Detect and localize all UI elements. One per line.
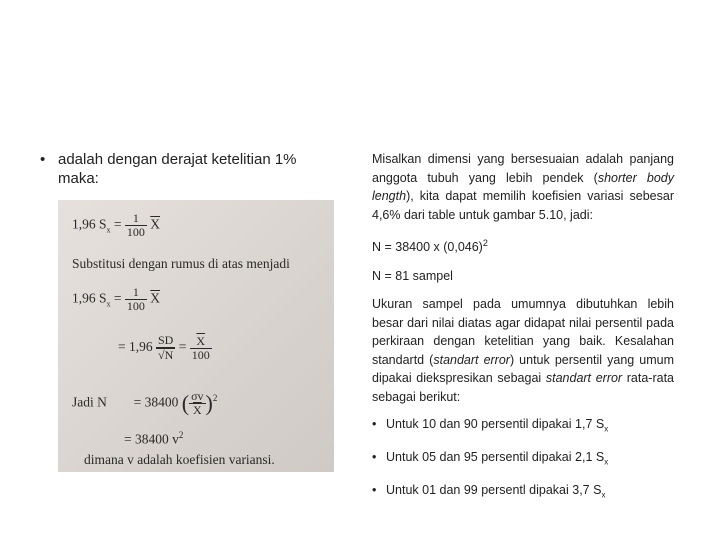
fraction: $\frac{\overline{X}}{100}$ [191, 333, 210, 362]
formula-line-1: N = 38400 x $(0,046)^2$ [372, 238, 488, 255]
fraction: $\frac{\sigma v}{X}$ [191, 389, 204, 417]
bullet-dot: • [372, 483, 377, 498]
bullet-dot: • [372, 417, 377, 432]
bullet-dot: • [40, 151, 46, 168]
right-column [372, 150, 674, 505]
left-bullet-text: adalah dengan derajat ketelitian 1% maka: [58, 151, 297, 187]
bullet-dot: • [372, 450, 377, 465]
fraction: $\frac{1}{100}$ [126, 285, 145, 313]
equation-1: 1,96 $S_x$ = $\frac{1}{100}$ $\overline{X}$ [72, 211, 161, 239]
formula-line-2: N = 81 sampel [372, 268, 453, 283]
list-item: • Untuk 10 dan 90 persentil dipakai 1,7 $S_x$ [372, 417, 609, 434]
equation-5: = 38400 $v^2$ [124, 430, 184, 447]
equation-4: Jadi N = 38400 ( $\frac{\sigma v}{X}$ )$^2$ [72, 389, 218, 417]
paragraph-1: Misalkan dimensi yang bersesuaian adalah panjang anggota tubuh yang lebih pendek (shorter body length), kita dapat memilih koefisien variasi sebesar 4,6% dari table untuk gambar 5.10, jadi: [372, 152, 674, 222]
left-bullet [40, 150, 340, 188]
equation-2: 1,96 $S_x$ = $\frac{1}{100}$ $\overline{X}$ [72, 285, 161, 313]
paragraph-2: Ukuran sampel pada umumnya dibutuhkan lebih besar dari nilai diatas agar didapat nilai persentil pada perkiraan dengan ketelitian yang baik. Kesalahan standartd (standart error) untuk persentil yang umum dipakai diekspresikan sebagai standart error rata-rata sebagai berikut: [372, 297, 675, 404]
list-item: • Untuk 01 dan 99 persentl dipakai 3,7 $S_x$ [372, 483, 606, 500]
list-item: • Untuk 05 dan 95 persentil dipakai 2,1 $S_x$ [372, 450, 609, 467]
equation-3: = 1,96 $\frac{SD}{√N}$ = $\frac{\overline{X}}{100}$ [118, 333, 210, 362]
fraction: $\frac{1}{100}$ [126, 211, 145, 239]
formula-photo [58, 200, 334, 472]
fraction: $\frac{SD}{√N}$ [158, 333, 174, 362]
substitution-line: Substitusi dengan rumus di atas menjadi [72, 256, 290, 271]
definition-line: dimana v adalah koefisien variansi. [84, 452, 275, 467]
